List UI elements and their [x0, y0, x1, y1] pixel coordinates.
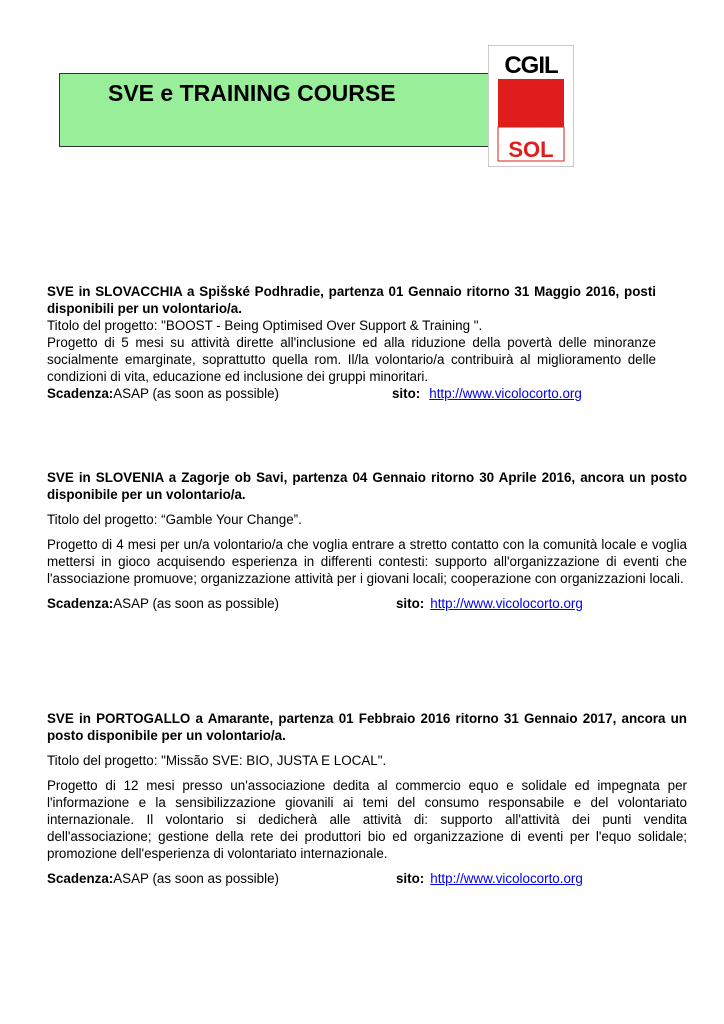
announcement-heading: SVE in SLOVACCHIA a Spišské Podhradie, partenza 01 Gennaio ritorno 31 Maggio 2016, posti disponibili per un volontario/a.: [47, 284, 656, 316]
deadline-label: Scadenza:: [47, 871, 114, 886]
announcement-heading: SVE in SLOVENIA a Zagorje ob Savi, partenza 04 Gennaio ritorno 30 Aprile 2016, ancora un posto disponibile per un volontario/a.: [47, 470, 687, 502]
project-title: Titolo del progetto: "Missão SVE: BIO, JUSTA E LOCAL".: [47, 753, 387, 768]
deadline-label: Scadenza:: [47, 386, 114, 401]
deadline-value: ASAP (as soon as possible): [113, 871, 279, 886]
logo-text-sol: SOL: [508, 137, 554, 162]
deadline-row: [47, 870, 687, 887]
project-description: Progetto di 5 mesi su attività dirette all'inclusione ed alla riduzione della povertà delle minoranze socialmente emarginate, soprattutto quella rom. Il/la volontario/a contribuirà al miglioramento delle condizioni di vita, educazione ed inclusione dei gruppi minoritari.: [47, 335, 656, 384]
page-title: SVE e TRAINING COURSE: [108, 80, 396, 106]
site-label: sito:: [391, 386, 421, 401]
announcement-slovacchia: [47, 283, 656, 402]
site-link[interactable]: http://www.vicolocorto.org: [430, 871, 583, 886]
announcement-heading: SVE in PORTOGALLO a Amarante, partenza 01 Febbraio 2016 ritorno 31 Gennaio 2017, ancora un posto disponibile per un volontario/a.: [47, 711, 687, 743]
project-title: Titolo del progetto: "BOOST - Being Optimised Over Support & Training ".: [47, 318, 483, 333]
deadline-row: [47, 595, 687, 612]
announcement-portogallo: [47, 710, 687, 887]
project-description: Progetto di 4 mesi per un/a volontario/a che voglia entrare a stretto contatto con la comunità locale e voglia mettersi in gioco acquisendo esperienza in differenti contesti: supporto all'organizzazione di eventi che l'associazione promuove; organizzazione attività per i giovani locali; cooperazione con organizzazioni locali.: [47, 537, 687, 586]
site-label: sito:: [395, 596, 425, 611]
logo-text-cgil: CGIL: [504, 52, 558, 79]
project-description: Progetto di 12 mesi presso un'associazione dedita al commercio equo e solidale ed impegnata per l'informazione e la sensibilizzazione giovanili ai temi del consumo responsabile e del volontariato internazionale. Il volontario si dedicherà alle attività di: supporto all'attività dei punti vendita dell'associazione; gestione della rete dei produttori bio ed organizzazione di eventi per l'equo solidale; promozione dell'esperienza di volontariato internazionale.: [47, 778, 687, 861]
deadline-row: [47, 385, 656, 402]
project-title: Titolo del progetto: “Gamble Your Change”.: [47, 512, 302, 527]
announcement-slovenia: [47, 469, 687, 612]
site-label: sito:: [395, 871, 425, 886]
deadline-label: Scadenza:: [47, 596, 114, 611]
deadline-value: ASAP (as soon as possible): [113, 596, 279, 611]
site-link[interactable]: http://www.vicolocorto.org: [430, 596, 583, 611]
cgil-sol-logo: [488, 45, 574, 167]
deadline-value: ASAP (as soon as possible): [113, 386, 279, 401]
site-link[interactable]: http://www.vicolocorto.org: [429, 386, 582, 401]
